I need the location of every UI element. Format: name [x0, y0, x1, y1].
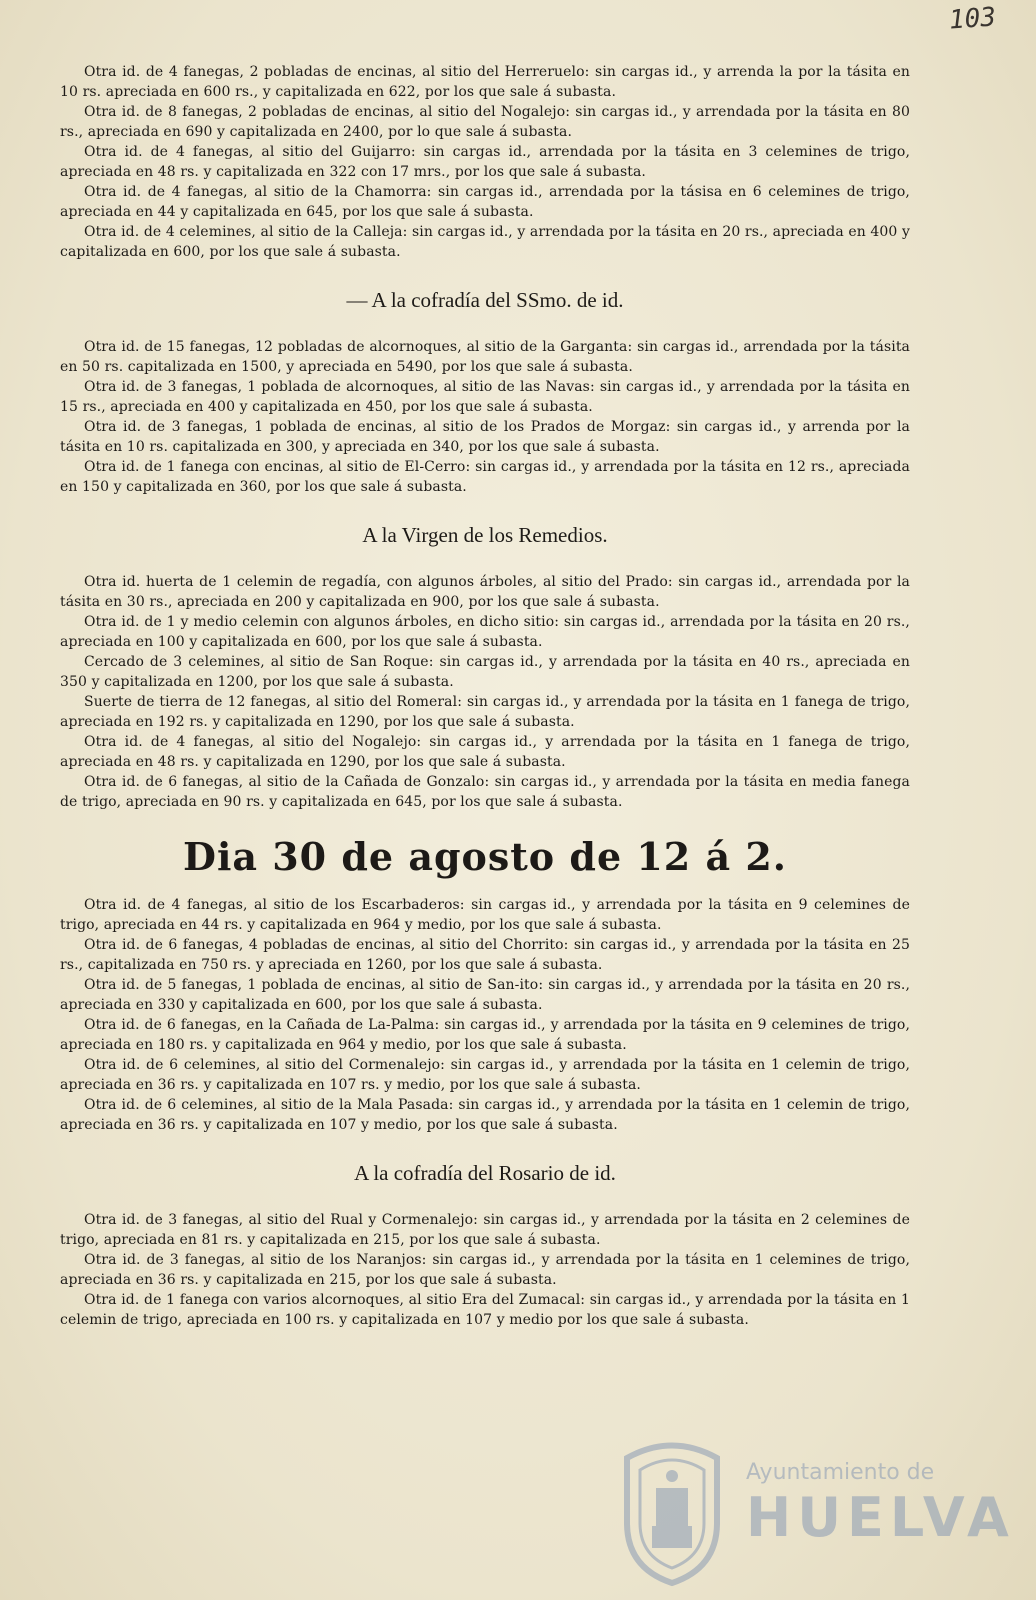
- property-entry: Otra id. de 15 fanegas, 12 pobladas de alcornoques, al sitio de la Garganta: sin cargas id., arrendada por la tásita en 50 rs. capitalizada en 1500, y apreciada en 5490, por los que sale á subasta.: [60, 339, 910, 375]
- property-entry: Otra id. de 4 fanegas, al sitio de los Escarbaderos: sin cargas id., y arrendada por la tásita en 9 celemines de trigo, apreciada en 44 rs. y capitalizada en 964 y medio, por los que sale á subasta.: [60, 897, 910, 933]
- city-watermark: [612, 1428, 1015, 1588]
- watermark-line-1: Ayuntamiento de: [746, 1460, 935, 1485]
- property-entry: Otra id. huerta de 1 celemin de regadía, con algunos árboles, al sitio del Prado: sin cargas id., arrendada por la tásita en 30 rs., apreciada en 200 y capitalizada en 900, por los que sale á subasta.: [60, 574, 910, 610]
- property-entry: Otra id. de 6 celemines, al sitio del Cormenalejo: sin cargas id., y arrendada por la tásita en 1 celemin de trigo, apreciada en 36 rs. y capitalizada en 107 rs. y medio, por los que sale á subasta.: [60, 1057, 910, 1093]
- property-entry: Otra id. de 3 fanegas, al sitio de los Naranjos: sin cargas id., y arrendada por la tásita en 1 celemines de trigo, apreciada en 36 rs. y capitalizada en 215, por los que sale á subasta.: [60, 1252, 910, 1288]
- property-entry: Otra id. de 3 fanegas, 1 poblada de encinas, al sitio de los Prados de Morgaz: sin cargas id., y arrenda por la tásita en 10 rs. capitalizada en 300, y apreciada en 340, por los que sale á subasta.: [60, 419, 910, 455]
- property-entry: Otra id. de 4 fanegas, al sitio de la Chamorra: sin cargas id., arrendada por la tásisa en 6 celemines de trigo, apreciada en 44 y capitalizada en 645, por los que sale á subasta.: [60, 184, 910, 220]
- property-entry: Otra id. de 4 fanegas, al sitio del Nogalejo: sin cargas id., y arrendada por la tásita en 1 fanega de trigo, apreciada en 48 rs. y capitalizada en 1290, por los que sale á subasta.: [60, 734, 910, 770]
- day-heading: Dia 30 de agosto de 12 á 2.: [183, 834, 787, 879]
- property-entry: Otra id. de 3 fanegas, al sitio del Rual y Cormenalejo: sin cargas id., y arrendada por la tásita en 2 celemines de trigo, apreciada en 81 rs. y capitalizada en 215, por los que sale á subasta.: [60, 1212, 910, 1248]
- property-entry: Otra id. de 1 fanega con encinas, al sitio de El-Cerro: sin cargas id., y arrendada por la tásita en 12 rs., apreciada en 150 y capitalizada en 360, por los que sale á subasta.: [60, 459, 910, 495]
- property-entry: Otra id. de 8 fanegas, 2 pobladas de encinas, al sitio del Nogalejo: sin cargas id., y arrendada por la tásita en 80 rs., apreciada en 690 y capitalizada en 2400, por lo que sale á subasta.: [60, 104, 910, 140]
- section-heading: A la Virgen de los Remedios.: [362, 523, 608, 547]
- property-entry: Otra id. de 3 fanegas, 1 poblada de alcornoques, al sitio de las Navas: sin cargas id., y arrendada por la tásita en 15 rs., apreciada en 400 y capitalizada en 450, por los que sale á subasta.: [60, 379, 910, 415]
- section-heading: A la cofradía del Rosario de id.: [354, 1161, 616, 1185]
- property-entry: Otra id. de 6 celemines, al sitio de la Mala Pasada: sin cargas id., y arrendada por la tásita en 1 celemin de trigo, apreciada en 36 rs. y capitalizada en 107 y medio, por los que sale á subasta.: [60, 1097, 910, 1133]
- property-entry: Otra id. de 4 celemines, al sitio de la Calleja: sin cargas id., y arrendada por la tásita en 20 rs., apreciada en 400 y capitalizada en 600, por los que sale á subasta.: [60, 224, 910, 260]
- property-entry: Otra id. de 5 fanegas, 1 poblada de encinas, al sitio de San-ito: sin cargas id., y arrendada por la tásita en 20 rs., apreciada en 330 y capitalizada en 600, por los que sale á subasta.: [60, 977, 910, 1013]
- section-heading: — A la cofradía del SSmo. de id.: [346, 288, 624, 312]
- property-entry: Suerte de tierra de 12 fanegas, al sitio del Romeral: sin cargas id., y arrendada por la tásita en 1 fanega de trigo, apreciada en 192 rs. y capitalizada en 1290, por los que sale á subasta.: [60, 694, 910, 730]
- property-entry: Otra id. de 6 fanegas, 4 pobladas de encinas, al sitio del Chorrito: sin cargas id., y arrendada por la tásita en 25 rs., capitalizada en 750 rs. y apreciada en 1260, por los que sale á subasta.: [60, 937, 910, 973]
- document-body: [60, 62, 910, 1330]
- folio-number: 103: [948, 2, 997, 36]
- property-entry: Otra id. de 6 fanegas, al sitio de la Cañada de Gonzalo: sin cargas id., y arrendada por la tásita en media fanega de trigo, apreciada en 90 rs. y capitalizada en 645, por los que sale á subasta.: [60, 774, 910, 810]
- property-entry: Otra id. de 1 fanega con varios alcornoques, al sitio Era del Zumacal: sin cargas id., y arrendada por la tásita en 1 celemin de trigo, apreciada en 100 rs. y capitalizada en 107 y medio por los que sale á subasta.: [60, 1292, 910, 1328]
- property-entry: Otra id. de 4 fanegas, al sitio del Guijarro: sin cargas id., arrendada por la tásita en 3 celemines de trigo, apreciada en 48 rs. y capitalizada en 322 con 17 mrs., por los que sale á subasta.: [60, 144, 910, 180]
- coat-of-arms-icon: [612, 1428, 732, 1588]
- property-entry: Otra id. de 6 fanegas, en la Cañada de La-Palma: sin cargas id., y arrendada por la tásita en 9 celemines de trigo, apreciada en 180 rs. y capitalizada en 964 y medio, por los que sale á subasta.: [60, 1017, 910, 1053]
- property-entry: Cercado de 3 celemines, al sitio de San Roque: sin cargas id., y arrendada por la tásita en 40 rs., apreciada en 350 y capitalizada en 1200, por los que sale á subasta.: [60, 654, 910, 690]
- property-entry: Otra id. de 1 y medio celemin con algunos árboles, en dicho sitio: sin cargas id., arrendada por la tásita en 20 rs., apreciada en 100 y capitalizada en 600, por los que sale á subasta.: [60, 614, 910, 650]
- watermark-line-2: HUELVA: [746, 1486, 1015, 1549]
- property-entry: Otra id. de 4 fanegas, 2 pobladas de encinas, al sitio del Herreruelo: sin cargas id., y arrenda la por la tásita en 10 rs. apreciada en 600 rs., y capitalizada en 622, por los que sale á subasta.: [60, 64, 910, 100]
